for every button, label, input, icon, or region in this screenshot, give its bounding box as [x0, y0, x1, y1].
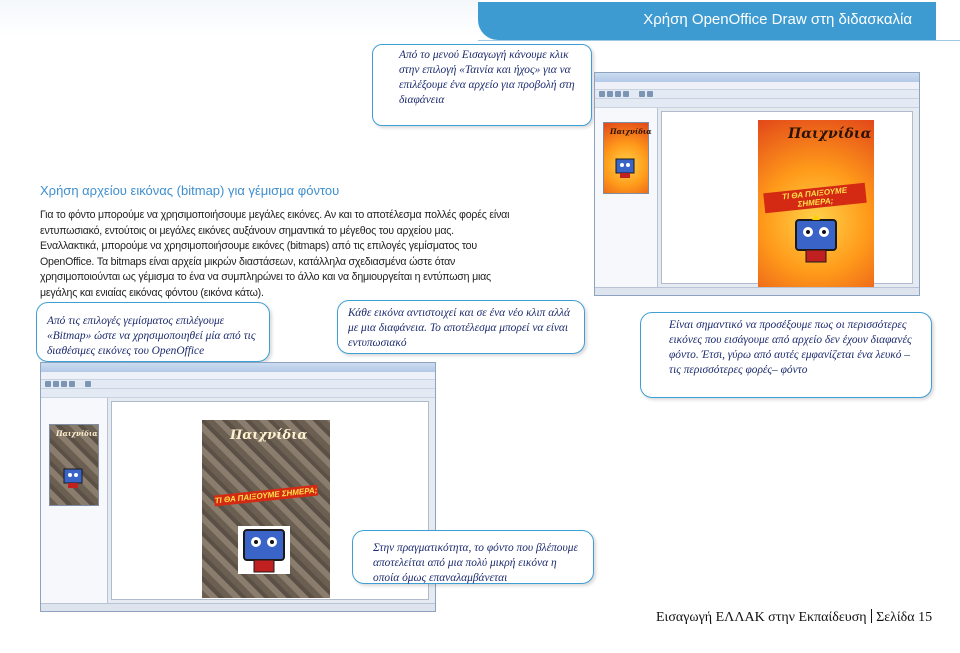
slides-panel: [595, 108, 658, 287]
callout-fill-options-text: Από τις επιλογές γεμίσματος επιλέγουμε «Bitmap» ώστε να χρησιμοποιηθεί μία από τις διαθέσιμες εικόνες του OpenOffice: [47, 315, 256, 357]
slide-large: [202, 420, 330, 598]
status-bar: [41, 603, 435, 611]
slide-banner: ΤΙ ΘΑ ΠΑΙΞΟΥΜΕ ΣΗΜΕΡΑ;: [214, 485, 318, 506]
window-titlebar: [41, 363, 435, 372]
status-bar: [595, 287, 919, 295]
callout-per-slide-text: Κάθε εικόνα αντιστοιχεί και σε ένα νέο κλιπ αλλά με μια διαφάνεια. Το αποτέλεσμα μπορεί να είναι εντυπωσιακό: [348, 307, 571, 349]
callout-insert-menu-text: Από το μενού Εισαγωγή κάνουμε κλικ στην επιλογή «Ταινία και ήχος» για να επιλέξουμε ένα αρχείο για προβολή στη διαφάνεια: [399, 49, 575, 106]
menu-bar: [595, 82, 919, 90]
section-body: Για το φόντο μπορούμε να χρησιμοποιήσουμε μεγάλες εικόνες. Αν και το αποτέλεσμα πολλές φορές είναι εντυπωσιακό, εντούτοις οι μεγάλες εικόνες αυξάνουν σημαντικά το μέγεθος του αρχείου μας. Εναλλακτικά, μπορούμε να χρησιμοποιήσουμε εικόνες (bitmaps) από τις επιλογές γεμίσματος του OpenOffice. Τα bitmaps είναι αρχεία μικρών διαστάσεων, κατάλληλα σχεδιασμένα ώστε όταν χρησιμοποιούνται ως γέμισμα το ένα να συμπληρώνει το άλλο και να δημιουργείται η εντύπωση μιας μεγάλης και ενιαίας εικόνας φόντου (εικόνα κάτω).: [40, 209, 510, 299]
slide-title: Παιχνίδια: [230, 428, 308, 443]
page-title: Χρήση OpenOffice Draw στη διδασκαλία: [643, 11, 912, 28]
header-divider: [478, 40, 960, 41]
fill-toolbar: [41, 389, 435, 398]
slide-large: [758, 120, 874, 288]
toolbar-2: [595, 99, 919, 108]
slide-thumbnail: [603, 122, 652, 194]
robot-illustration-icon: [788, 214, 844, 266]
header-left-band: [0, 0, 480, 36]
callout-insert-menu: [372, 44, 592, 126]
thumb-title: Παιχνίδια: [610, 127, 652, 136]
robot-icon: [62, 467, 86, 489]
callout-background-text: Στην πραγματικότητα, το φόντο που βλέπουμε αποτελείται από μια πολύ μικρή εικόνα η οποία όμως επαναλαμβάνεται: [373, 542, 578, 584]
section-title: Χρήση αρχείου εικόνας (bitmap) για γέμισμα φόντου: [40, 183, 340, 198]
toolbar: [595, 90, 919, 99]
slides-panel: [41, 398, 108, 603]
callout-transparency: [640, 312, 932, 398]
slide-banner: ΤΙ ΘΑ ΠΑΙΞΟΥΜΕ ΣΗΜΕΡΑ;: [763, 183, 867, 214]
menu-bar: [41, 372, 435, 380]
footer-page-number: Σελίδα 15: [876, 610, 933, 625]
callout-transparency-text: Είναι σημαντικό να προσέξουμε πως οι περισσότερες εικόνες που εισάγουμε από αρχείο δεν έχουν διαφανές φόντο. Έτσι, γύρω από αυτές εμφανίζεται ένα λευκό –τις περισσότερες φορές– φόντο: [669, 319, 912, 376]
drawing-canvas: [661, 111, 913, 284]
footer-course: Εισαγωγή ΕΛΛΑΚ στην Εκπαίδευση: [656, 610, 867, 625]
slide-thumbnail: [49, 424, 99, 506]
footer: [656, 609, 932, 626]
screenshot-draw-large-image: [594, 72, 920, 296]
callout-background: [352, 530, 594, 584]
toolbar: [41, 380, 435, 389]
callout-per-slide: [337, 300, 585, 354]
footer-separator: [871, 609, 873, 623]
slide-title: Παιχνίδια: [788, 126, 872, 142]
window-titlebar: [595, 73, 919, 82]
thumb-title: Παιχνίδια: [56, 429, 98, 438]
callout-fill-options: [36, 302, 270, 362]
robot-illustration-icon: [236, 524, 292, 576]
robot-icon: [614, 157, 638, 179]
